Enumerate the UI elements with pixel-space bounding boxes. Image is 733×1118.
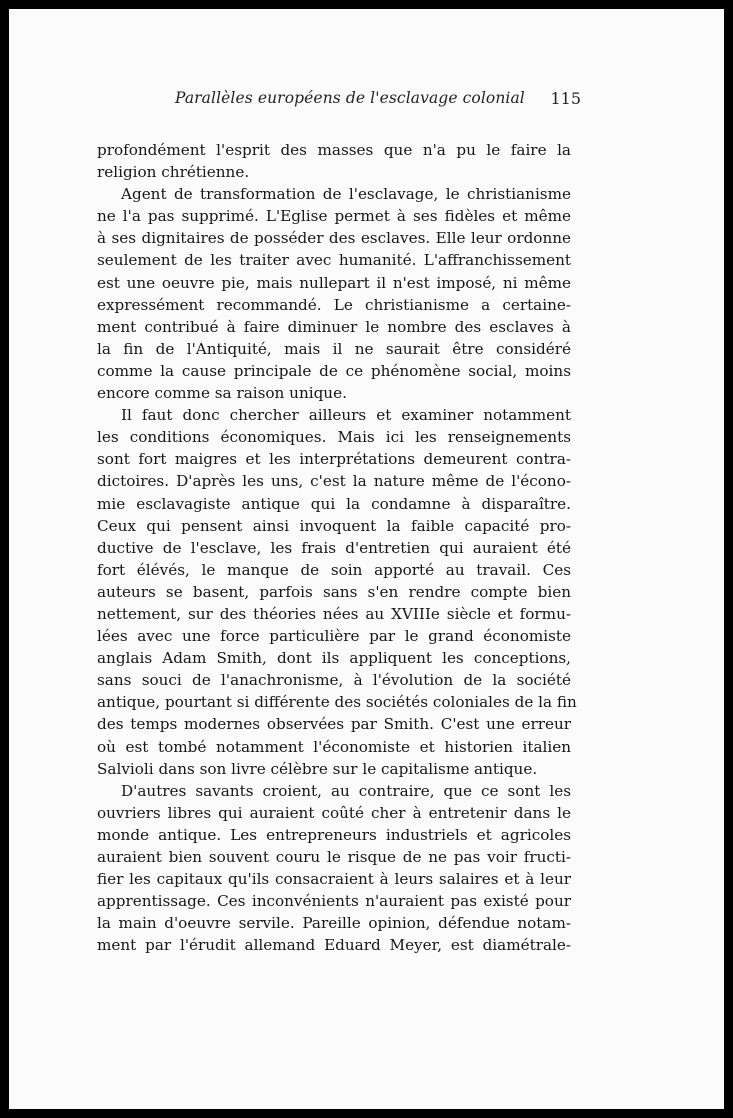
text-line: des temps modernes observées par Smith. C'est une erreur xyxy=(97,715,571,734)
paragraph-2 xyxy=(97,183,571,404)
text-line: auraient bien souvent couru le risque de ne pas voir fructi- xyxy=(97,848,571,866)
text-line: ment contribué à faire diminuer le nombre des esclaves à xyxy=(97,317,571,336)
text-line: monde antique. Les entrepreneurs industriels et agricoles xyxy=(97,825,571,844)
text-line: religion chrétienne. xyxy=(97,163,250,182)
text-line: ne l'a pas supprimé. L'Eglise permet à ses fidèles et même xyxy=(97,207,571,226)
text-line: fier les capitaux qu'ils consacraient à leurs salaires et à leur xyxy=(97,870,571,889)
text-line: Il faut donc chercher ailleurs et examiner notamment xyxy=(121,406,571,425)
text-line: les conditions économiques. Mais ici les renseignements xyxy=(97,428,571,447)
text-line: sans souci de l'anachronisme, à l'évolution de la société xyxy=(97,671,571,690)
text-line: seulement de les traiter avec humanité. L'affranchissement xyxy=(97,251,571,270)
text-line: profondément l'esprit des masses que n'a pu le faire la xyxy=(97,141,571,159)
text-line: auteurs se basent, parfois sans s'en rendre compte bien xyxy=(97,582,571,601)
text-line: mie esclavagiste antique qui la condamne à disparaître. xyxy=(97,494,571,513)
text-line: ment par l'érudit allemand Eduard Meyer, est diamétrale- xyxy=(97,936,571,955)
page-number: 115 xyxy=(550,89,581,108)
text-line: ductive de l'esclave, les frais d'entretien qui auraient été xyxy=(97,538,571,557)
body-text xyxy=(97,139,577,956)
text-line: fort élévés, le manque de soin apporté au travail. Ces xyxy=(97,560,571,579)
text-line: antique, pourtant si différente des sociétés coloniales de la fin xyxy=(97,693,577,712)
book-page xyxy=(9,9,724,1109)
paragraph-3 xyxy=(97,404,577,780)
text-line: est une oeuvre pie, mais nullepart il n'est imposé, ni même xyxy=(97,273,571,292)
text-line: lées avec une force particulière par le grand économiste xyxy=(97,627,571,646)
text-line: la fin de l'Antiquité, mais il ne saurait être considéré xyxy=(97,339,571,358)
running-title: Parallèles européens de l'esclavage colonial xyxy=(175,89,525,107)
text-line: sont fort maigres et les interprétations demeurent contra- xyxy=(97,450,571,469)
text-line: Agent de transformation de l'esclavage, le christianisme xyxy=(121,185,571,204)
text-line: ouvriers libres qui auraient coûté cher à entretenir dans le xyxy=(97,803,571,822)
running-header xyxy=(169,89,585,117)
text-line: encore comme sa raison unique. xyxy=(97,384,347,403)
text-line: à ses dignitaires de posséder des esclaves. Elle leur ordonne xyxy=(97,229,571,248)
text-line: où est tombé notamment l'économiste et historien italien xyxy=(97,737,571,756)
text-line: expressément recommandé. Le christianisme a certaine- xyxy=(97,295,571,314)
text-line: nettement, sur des théories nées au XVIIIe siècle et formu- xyxy=(97,604,571,623)
text-line: dictoires. D'après les uns, c'est la nature même de l'écono- xyxy=(97,472,571,491)
text-line: comme la cause principale de ce phénomène social, moins xyxy=(97,361,571,380)
text-line: anglais Adam Smith, dont ils appliquent les conceptions, xyxy=(97,649,571,668)
text-line: apprentissage. Ces inconvénients n'auraient pas existé pour xyxy=(97,892,571,911)
text-line: Ceux qui pensent ainsi invoquent la faible capacité pro- xyxy=(97,516,571,535)
paragraph-4 xyxy=(97,780,571,957)
text-line: D'autres savants croient, au contraire, que ce sont les xyxy=(121,781,571,800)
paragraph-1 xyxy=(97,139,571,183)
text-line: Salvioli dans son livre célèbre sur le capitalisme antique. xyxy=(97,759,538,778)
text-line: la main d'oeuvre servile. Pareille opinion, défendue notam- xyxy=(97,914,571,933)
